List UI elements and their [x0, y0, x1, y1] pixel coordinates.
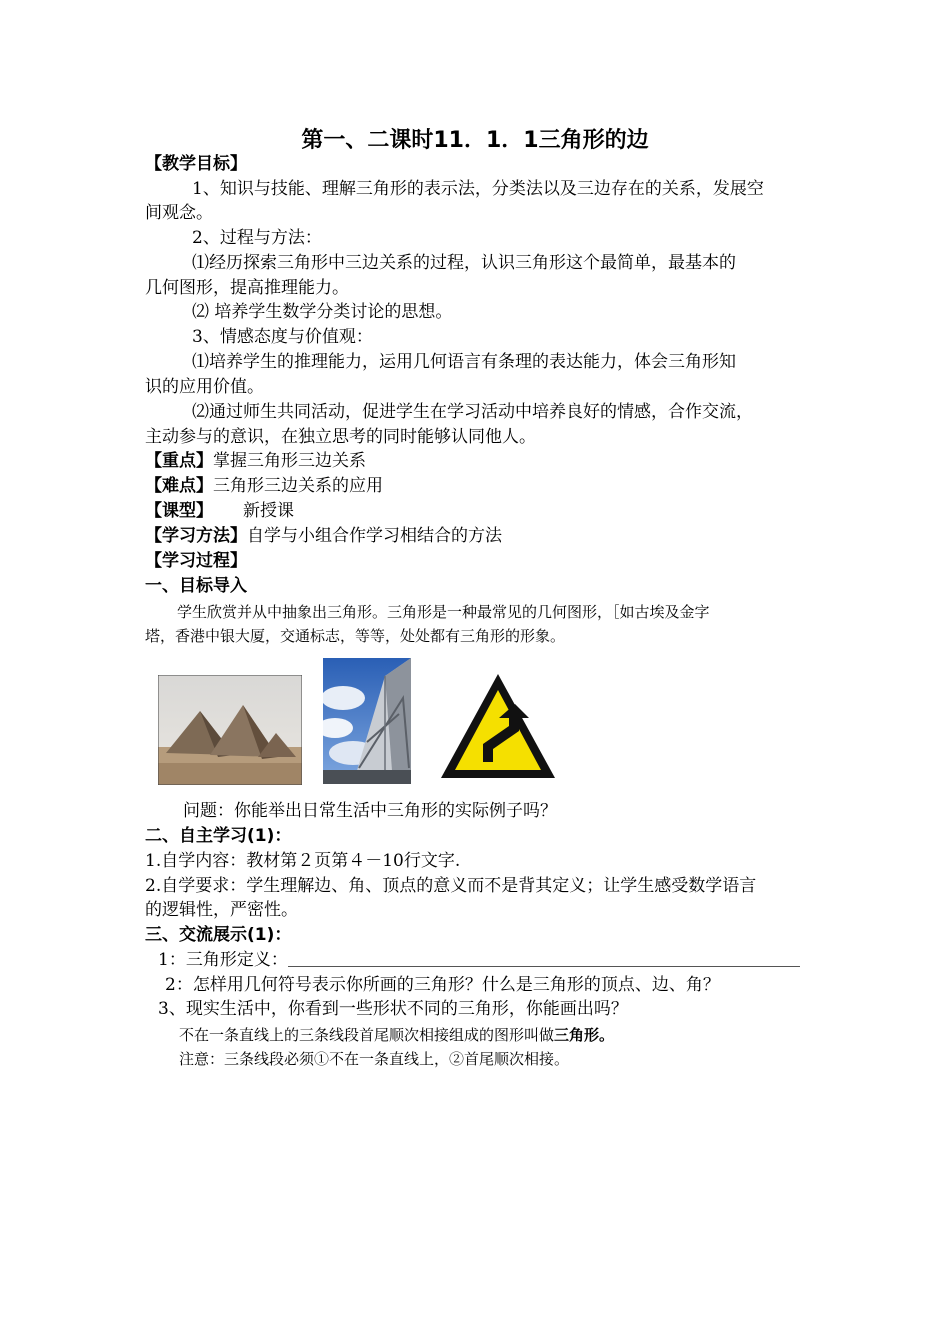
section2-item2-cont: 的逻辑性，严密性。 — [145, 900, 298, 920]
definition-note: 注意：三条线段必须①不在一条直线上，②首尾顺次相接。 — [179, 1050, 570, 1068]
definition-term: 三角形。 — [554, 1026, 615, 1044]
section1-text: 学生欣赏并从中抽象出三角形。三角形是一种最常见的几何图形，［如古埃及金字 — [177, 603, 710, 621]
study-method-text: 自学与小组合作学习相结合的方法 — [247, 526, 502, 546]
section1-text-cont: 塔，香港中银大厦，交通标志，等等，处处都有三角形的形象。 — [145, 627, 566, 645]
section1-question: 问题：你能举出日常生活中三角形的实际例子吗？ — [183, 801, 557, 821]
section1-heading: 一、目标导入 — [145, 576, 247, 596]
objective-attitude-1: ⑴培养学生的推理能力，运用几何语言有条理的表达能力，体会三角形知 — [192, 352, 736, 372]
definition-blank-line — [288, 966, 800, 967]
process-header: 【学习过程】 — [145, 551, 247, 571]
section3-q3: 3、现实生活中，你看到一些形状不同的三角形，你能画出吗？ — [158, 999, 628, 1019]
study-method — [145, 526, 502, 546]
key-point — [145, 451, 366, 471]
bank-of-china-tower-photo — [323, 658, 411, 784]
objective-attitude-2-cont: 主动参与的意识，在独立思考的同时能够认同他人。 — [145, 427, 536, 447]
objective-process-2: ⑵ 培养学生数学分类讨论的思想。 — [192, 302, 453, 322]
objective-attitude: 3、情感态度与价值观： — [192, 327, 373, 347]
objective-process-1: ⑴经历探索三角形中三边关系的过程，认识三角形这个最简单，最基本的 — [192, 253, 736, 273]
section3-q1: 1：三角形定义： — [158, 950, 288, 970]
section2-item2: 2.自学要求：学生理解边、角、顶点的意义而不是背其定义；让学生感受数学语言 — [145, 876, 757, 896]
study-method-label: 【学习方法】 — [145, 526, 247, 546]
key-point-label: 【重点】 — [145, 451, 213, 471]
difficulty — [145, 476, 383, 496]
key-point-text: 掌握三角形三边关系 — [213, 451, 366, 471]
objective-process: 2、过程与方法： — [192, 228, 322, 248]
section2-heading: 二、自主学习(1)： — [145, 826, 292, 846]
pyramids-photo — [158, 675, 302, 785]
lesson-type — [145, 501, 294, 521]
definition-prefix: 不在一条直线上的三条线段首尾顺次相接组成的图形叫做 — [179, 1026, 555, 1044]
difficulty-text: 三角形三边关系的应用 — [213, 476, 383, 496]
section3-heading: 三、交流展示(1)： — [145, 925, 292, 945]
triangle-definition — [179, 1025, 614, 1045]
section3-q2: 2：怎样用几何符号表示你所画的三角形？什么是三角形的顶点、边、角？ — [165, 975, 720, 995]
lesson-type-text: 新授课 — [243, 501, 294, 521]
section2-item1: 1.自学内容：教材第２页第４－10行文字. — [145, 851, 461, 871]
objective-attitude-2: ⑵通过师生共同活动，促进学生在学习活动中培养良好的情感，合作交流， — [192, 402, 753, 422]
objective-process-1-cont: 几何图形，提高推理能力。 — [145, 278, 349, 298]
lesson-type-label: 【课型】 — [145, 501, 213, 521]
objectives-header: 【教学目标】 — [145, 154, 247, 174]
page-title: 第一、二课时11．1．1三角形的边 — [301, 128, 649, 153]
objective-attitude-1-cont: 识的应用价值。 — [145, 377, 264, 397]
objective-knowledge: 1、知识与技能、理解三角形的表示法，分类法以及三边存在的关系，发展空 — [192, 179, 764, 199]
turn-traffic-sign — [437, 670, 559, 782]
objective-knowledge-cont: 间观念。 — [145, 203, 213, 223]
difficulty-label: 【难点】 — [145, 476, 213, 496]
